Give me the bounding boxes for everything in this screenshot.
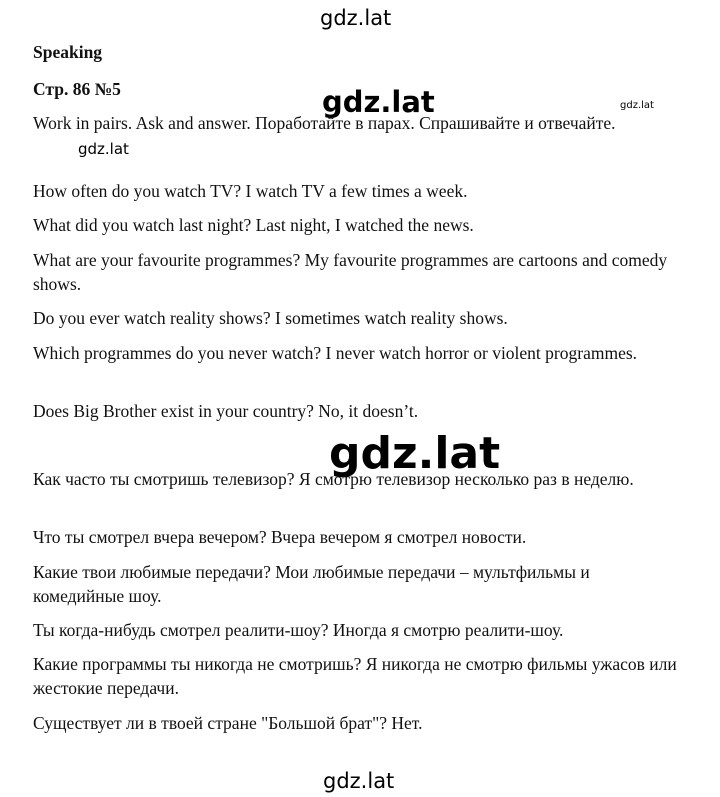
watermark-large-top: gdz.lat [322, 85, 435, 119]
watermark-mid: gdz.lat [78, 140, 129, 158]
russian-line-5: Какие программы ты никогда не смотришь? Я никогда не смотрю фильмы ужасов или жестокие передачи. [33, 654, 677, 698]
english-line-1: How often do you watch TV? I watch TV a few times a week. [33, 181, 468, 201]
russian-line-3: Какие твои любимые передачи? Мои любимые передачи – мультфильмы и комедийные шоу. [33, 562, 590, 606]
watermark-bottom: gdz.lat [323, 769, 395, 793]
russian-line-4: Ты когда-нибудь смотрел реалити-шоу? Иногда я смотрю реалити-шоу. [33, 620, 564, 640]
watermark-top: gdz.lat [320, 6, 392, 30]
english-line-6: Does Big Brother exist in your country? No, it doesn’t. [33, 401, 419, 421]
russian-line-1: Как часто ты смотришь телевизор? Я смотрю телевизор несколько раз в неделю. [33, 469, 634, 489]
watermark-large-center: gdz.lat [329, 428, 501, 479]
russian-line-2: Что ты смотрел вчера вечером? Вчера вечером я смотрел новости. [33, 527, 527, 547]
english-line-2: What did you watch last night? Last night, I watched the news. [33, 215, 474, 235]
watermark-small: gdz.lat [620, 100, 654, 111]
page-reference: Стр. 86 №5 [33, 79, 121, 99]
english-line-4: Do you ever watch reality shows? I sometimes watch reality shows. [33, 308, 508, 328]
russian-line-6: Существует ли в твоей стране "Большой брат"? Нет. [33, 713, 423, 733]
section-heading: Speaking [33, 42, 103, 62]
english-line-5: Which programmes do you never watch? I never watch horror or violent programmes. [33, 343, 638, 363]
instruction-text: Work in pairs. Ask and answer. Поработайте в парах. Спрашивайте и отвечайте. [33, 113, 616, 133]
english-line-3: What are your favourite programmes? My favourite programmes are cartoons and comedy shows. [33, 250, 668, 294]
